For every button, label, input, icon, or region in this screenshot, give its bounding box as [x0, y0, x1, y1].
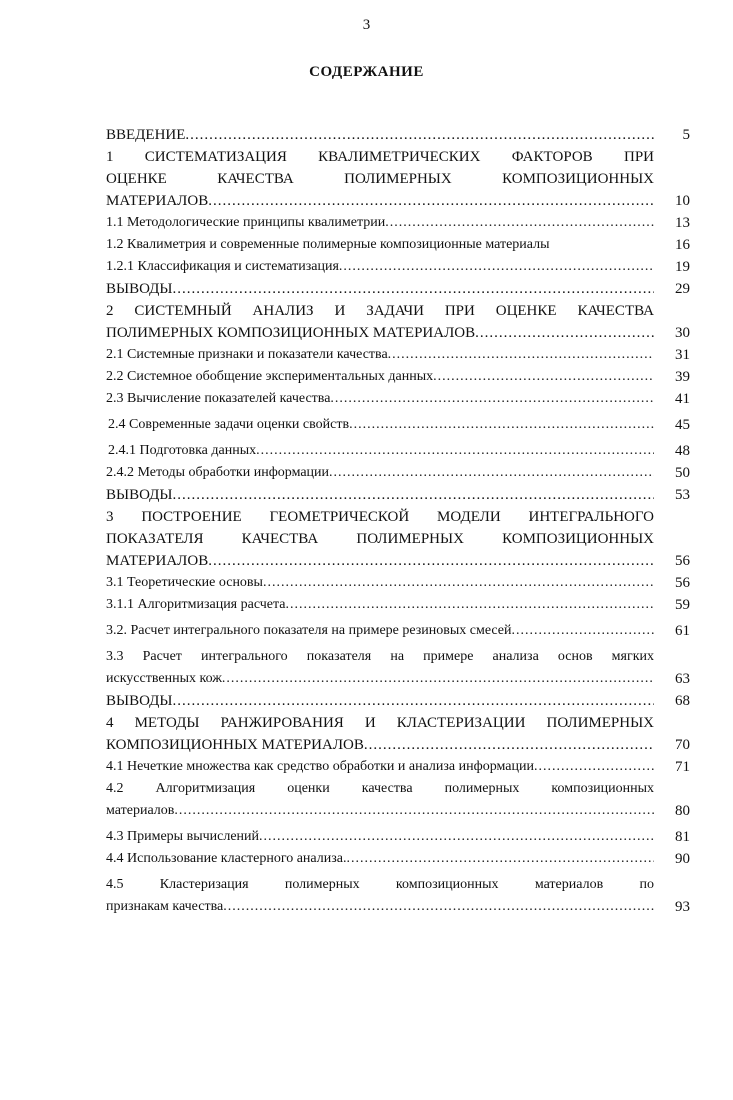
toc-entry-2-3 [106, 388, 690, 410]
toc-entry-label-line: МАТЕРИАЛОВ [106, 193, 209, 209]
toc-entry-page: 56 [675, 575, 690, 591]
toc-entry-2-1 [106, 344, 690, 366]
toc-entry-page: 93 [675, 899, 690, 915]
toc-entry-page: 80 [675, 803, 690, 819]
toc-entry-2-2 [106, 366, 690, 388]
toc-entry-page: 56 [675, 553, 690, 569]
toc-entry-label-line: материалов [106, 803, 175, 818]
toc-entry-1-2-1 [106, 256, 690, 278]
toc-entry-3-2 [106, 620, 690, 642]
toc-entry-label-line: признакам качества [106, 899, 224, 914]
toc-entry-page: 68 [675, 693, 690, 709]
toc-entry-4-5 [106, 874, 690, 918]
toc-entry-page: 50 [675, 465, 690, 481]
toc-entry-page: 13 [675, 215, 690, 231]
toc-entry-page: 39 [675, 369, 690, 385]
toc-entry-3-1 [106, 572, 690, 594]
toc-entry-label-line: КОМПОЗИЦИОННЫХ МАТЕРИАЛОВ [106, 737, 364, 753]
toc-entry-page: 53 [675, 487, 690, 503]
toc-entry-page: 45 [675, 417, 690, 433]
toc-entry-4-4 [106, 848, 690, 870]
toc-entry-label-line: 1 СИСТЕМАТИЗАЦИЯ КВАЛИМЕТРИЧЕСКИХ ФАКТОРОВ ПРИ [106, 149, 654, 165]
toc-entry-chapter-3 [106, 506, 690, 572]
toc-entry-page: 16 [675, 237, 690, 253]
toc-entry-label: 3.1 Теоретические основы [106, 575, 263, 590]
toc-entry-label-line: 4.5 Кластеризация полимерных композиционных материалов по [106, 877, 654, 892]
toc-entry-3-3 [106, 646, 690, 690]
toc-entry-2-4-2 [106, 462, 690, 484]
toc-entry-page: 61 [675, 623, 690, 639]
page-number: 3 [362, 17, 371, 33]
toc-entry-label: 2.4 Современные задачи оценки свойств [108, 417, 350, 432]
toc-entry-label: 3.2. Расчет интегрального показателя на примере резиновых смесей [106, 623, 512, 638]
toc-entry-1-1 [106, 212, 690, 234]
toc-entry-label: 1.2.1 Классификация и систематизация [106, 259, 339, 274]
toc-entry-conclusions-3 [106, 690, 690, 712]
toc-entry-conclusions-1 [106, 278, 690, 300]
toc-entry-page: 19 [675, 259, 690, 275]
toc-entry-label: 4.4 Использование кластерного анализа. [106, 851, 347, 866]
toc-entry-4-2 [106, 778, 690, 822]
toc-entry-2-4-1 [106, 440, 690, 462]
toc-entry-page: 31 [675, 347, 690, 363]
toc-title: СОДЕРЖАНИЕ [309, 64, 424, 80]
toc-entry-chapter-4 [106, 712, 690, 756]
toc-entry-page: 59 [675, 597, 690, 613]
toc-entry-2-4 [106, 414, 690, 436]
toc-entry-label: 2.4.2 Методы обработки информации [106, 465, 330, 480]
toc-entry-label: 2.3 Вычисление показателей качества [106, 391, 331, 406]
toc-entry-3-1-1 [106, 594, 690, 616]
toc-entry-label: ВЫВОДЫ [106, 693, 173, 709]
toc-entry-page: 41 [675, 391, 690, 407]
toc-entry-label-line: искусственных кож [106, 671, 222, 686]
toc-entry-label: ВВЕДЕНИЕ [106, 127, 186, 143]
toc-entry-page: 81 [675, 829, 690, 845]
toc-entry-label-line: 3 ПОСТРОЕНИЕ ГЕОМЕТРИЧЕСКОЙ МОДЕЛИ ИНТЕГРАЛЬНОГО [106, 509, 654, 525]
toc-entry-label: ВЫВОДЫ [106, 487, 173, 503]
toc-entry-label-line: 4.2 Алгоритмизация оценки качества полимерных композиционных [106, 781, 654, 796]
toc-entry-page: 29 [675, 281, 690, 297]
toc-entry-label-line: 4 МЕТОДЫ РАНЖИРОВАНИЯ И КЛАСТЕРИЗАЦИИ ПОЛИМЕРНЫХ [106, 715, 654, 731]
toc-entry-label: ВЫВОДЫ [106, 281, 173, 297]
toc-entry-page: 48 [675, 443, 690, 459]
toc-entry-label: 1.2 Квалиметрия и современные полимерные композиционные материалы [106, 237, 550, 252]
toc-entry-4-3 [106, 826, 690, 848]
toc-entry-page: 90 [675, 851, 690, 867]
toc-entry-label-line: ПОЛИМЕРНЫХ КОМПОЗИЦИОННЫХ МАТЕРИАЛОВ [106, 325, 476, 341]
toc-entry-4-1 [106, 756, 690, 778]
toc-entry-chapter-2 [106, 300, 690, 344]
toc-entry-label-line: ОЦЕНКЕ КАЧЕСТВА ПОЛИМЕРНЫХ КОМПОЗИЦИОННЫХ [106, 171, 654, 187]
toc-entry-label-line: ПОКАЗАТЕЛЯ КАЧЕСТВА ПОЛИМЕРНЫХ КОМПОЗИЦИОННЫХ [106, 531, 654, 547]
toc-entry-label: 2.2 Системное обобщение экспериментальных данных [106, 369, 434, 384]
toc-entry-page: 71 [675, 759, 690, 775]
toc-entry-page: 5 [682, 127, 690, 143]
toc-entry-label: 4.1 Нечеткие множества как средство обработки и анализа информации [106, 759, 534, 774]
toc-entry-page: 63 [675, 671, 690, 687]
toc-entry-label: 2.1 Системные признаки и показатели качества [106, 347, 388, 362]
toc-entry-page: 30 [675, 325, 690, 341]
toc-entry-page: 10 [675, 193, 690, 209]
toc-entry-introduction [106, 124, 690, 146]
toc-entry-chapter-1 [106, 146, 690, 212]
toc-entry-label-line: 2 СИСТЕМНЫЙ АНАЛИЗ И ЗАДАЧИ ПРИ ОЦЕНКЕ КАЧЕСТВА [106, 303, 654, 319]
toc-entry-conclusions-2 [106, 484, 690, 506]
table-of-contents [106, 124, 690, 918]
toc-entry-page: 70 [675, 737, 690, 753]
toc-entry-label: 2.4.1 Подготовка данных [108, 443, 257, 458]
toc-entry-label-line: МАТЕРИАЛОВ [106, 553, 209, 569]
toc-entry-label: 3.1.1 Алгоритмизация расчета [106, 597, 286, 612]
toc-entry-1-2 [106, 234, 690, 256]
toc-entry-label: 1.1 Методологические принципы квалиметрии [106, 215, 386, 230]
toc-entry-label-line: 3.3 Расчет интегрального показателя на примере анализа основ мягких [106, 649, 654, 664]
toc-entry-label: 4.3 Примеры вычислений [106, 829, 260, 844]
